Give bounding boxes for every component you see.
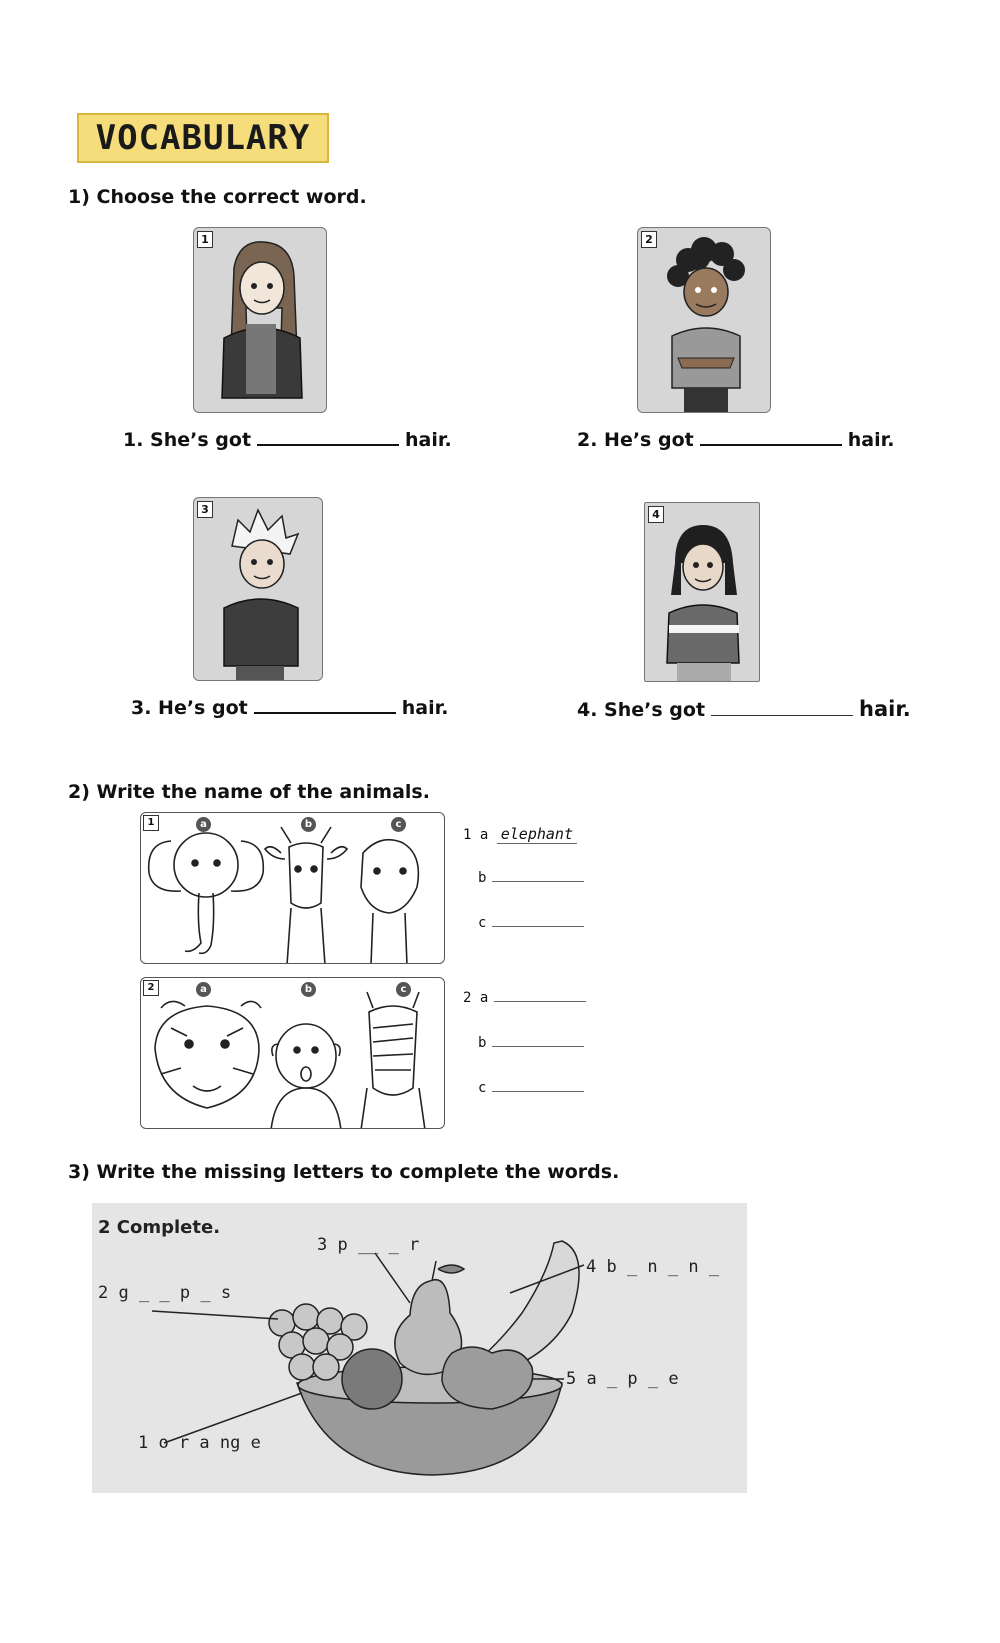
fruit-bowl-panel (92, 1203, 747, 1493)
boy-curly-hair-illustration (638, 228, 771, 413)
letter-marker-a: a (196, 982, 211, 997)
card-number: 2 (641, 231, 657, 248)
answer-2c-line[interactable] (492, 1079, 584, 1092)
answer-blank-2[interactable] (700, 426, 842, 446)
label-banana[interactable]: 4 b _ n _ n _ (586, 1257, 720, 1277)
sentence-1: 1. She’s got hair. (123, 426, 452, 451)
vocabulary-title: VOCABULARY (77, 113, 329, 163)
animals-row-2-illustration (141, 978, 445, 1129)
answer-1a-value[interactable]: elephant (497, 825, 577, 844)
animal-box-2 (140, 977, 445, 1129)
label-orange[interactable]: 1 o r a ng e (138, 1433, 261, 1453)
letter-marker-c: c (391, 817, 406, 832)
answer-blank-3[interactable] (254, 694, 396, 714)
label-pear[interactable]: 3 p __ _ r (317, 1235, 420, 1255)
answer-1a: 1 a elephant (463, 825, 577, 843)
girl-long-hair-illustration (194, 228, 327, 413)
sentence-3: 3. He’s got hair. (131, 694, 448, 719)
picture-card-4 (644, 502, 760, 682)
answer-blank-1[interactable] (257, 426, 399, 446)
answer-2c: c (478, 1079, 584, 1096)
label-apple[interactable]: 5 a _ p _ e (566, 1369, 679, 1389)
sentence-4: 4. She’s got hair. (577, 697, 911, 721)
card-number: 4 (648, 506, 664, 523)
panel-title: 2 Complete. (98, 1217, 221, 1238)
letter-marker-b: b (301, 817, 316, 832)
girl-short-hair-illustration (645, 503, 760, 682)
animals-row-1-illustration (141, 813, 445, 964)
answer-2a-line[interactable] (494, 989, 586, 1002)
boy-short-hair-illustration (194, 498, 323, 681)
letter-marker-a: a (196, 817, 211, 832)
section3-heading: 3) Write the missing letters to complete the words. (68, 1161, 620, 1183)
label-grapes[interactable]: 2 g _ _ p _ s (98, 1283, 232, 1303)
answer-1b-line[interactable] (492, 869, 584, 882)
answer-1c: c (478, 914, 584, 931)
picture-card-1 (193, 227, 327, 413)
card-number: 3 (197, 501, 213, 518)
answer-2b: b (478, 1034, 584, 1051)
answer-1b: b (478, 869, 584, 886)
picture-card-2 (637, 227, 771, 413)
letter-marker-c: c (396, 982, 411, 997)
picture-card-3 (193, 497, 323, 681)
box-number: 2 (143, 980, 159, 996)
section2-heading: 2) Write the name of the animals. (68, 781, 430, 803)
answer-2a: 2 a (463, 989, 586, 1006)
answer-1c-line[interactable] (492, 914, 584, 927)
answer-2b-line[interactable] (492, 1034, 584, 1047)
letter-marker-b: b (301, 982, 316, 997)
animal-box-1 (140, 812, 445, 964)
card-number: 1 (197, 231, 213, 248)
sentence-2: 2. He’s got hair. (577, 426, 894, 451)
section1-heading: 1) Choose the correct word. (68, 186, 367, 208)
box-number: 1 (143, 815, 159, 831)
answer-blank-4[interactable] (711, 697, 853, 716)
